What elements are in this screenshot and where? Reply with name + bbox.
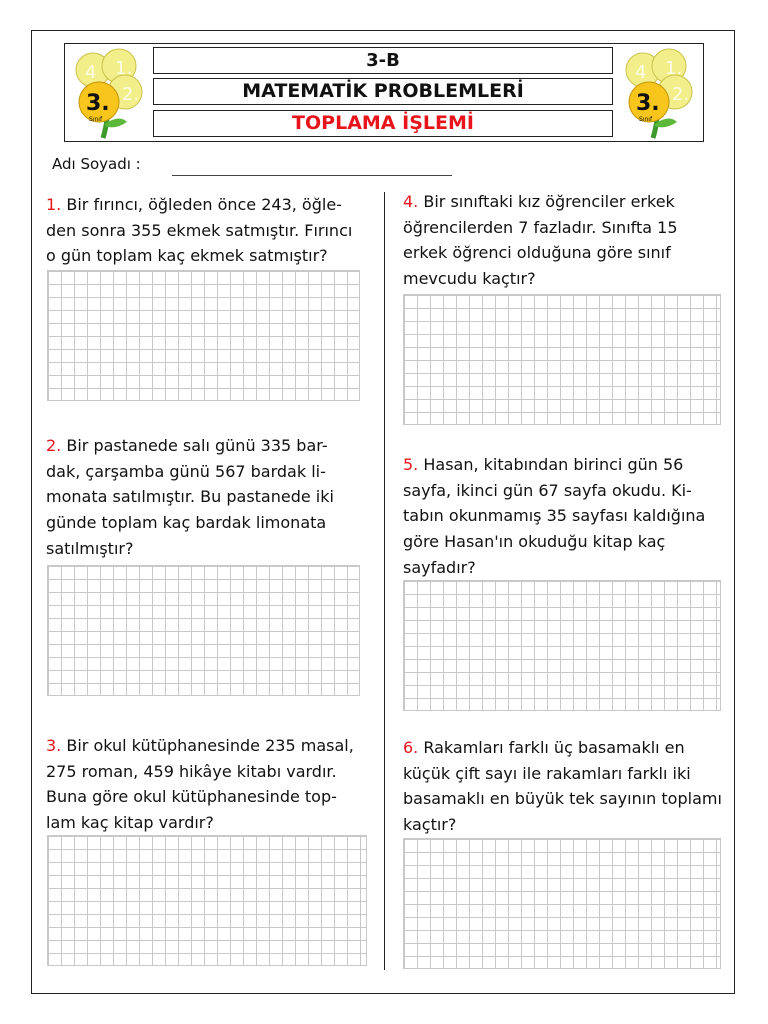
answer-grid-6[interactable] bbox=[403, 838, 721, 969]
problem-line: 275 roman, 459 hikâye kitabı vardır. bbox=[46, 761, 337, 781]
logo-small-left: Sınıf bbox=[89, 116, 103, 123]
problem-line: den sonra 355 ekmek satmıştır. Fırıncı bbox=[46, 220, 353, 240]
svg-text:4: 4 bbox=[635, 62, 647, 83]
problem-line: Buna göre okul kütüphanesinde top- bbox=[46, 787, 337, 807]
problem-number: 5. bbox=[403, 455, 419, 474]
problem-line: küçük çift sayı ile rakamları farklı iki bbox=[403, 763, 691, 783]
svg-text:2.: 2. bbox=[122, 84, 140, 105]
problem-1 bbox=[46, 192, 366, 269]
problem-line: sayfa, ikinci gün 67 sayfa okudu. Ki- bbox=[403, 480, 692, 500]
answer-grid-4[interactable] bbox=[403, 294, 721, 425]
problem-line: erkek öğrenci olduğuna göre sınıf bbox=[403, 243, 671, 263]
logo-grade-left: 3. bbox=[86, 91, 110, 116]
problem-line: Hasan, kitabından birinci gün 56 bbox=[423, 455, 684, 474]
problem-line: lam kaç kitap vardır? bbox=[46, 813, 214, 833]
worksheet-header bbox=[64, 43, 704, 142]
problem-line: göre Hasan'ın okuduğu kitap kaç bbox=[403, 532, 666, 552]
problem-line: Bir fırıncı, öğleden önce 243, öğle- bbox=[66, 195, 342, 214]
problem-line: mevcudu kaçtır? bbox=[403, 269, 536, 289]
answer-grid-5[interactable] bbox=[403, 580, 721, 711]
problem-line: dak, çarşamba günü 567 bardak li- bbox=[46, 461, 326, 481]
problem-line: basamaklı en büyük tek sayının toplamı bbox=[403, 789, 722, 809]
problem-line: Bir pastanede salı günü 335 bar- bbox=[66, 436, 328, 455]
problem-3 bbox=[46, 733, 366, 836]
logo-grade-right: 3. bbox=[636, 91, 660, 116]
clover-logo-right bbox=[617, 44, 701, 140]
problem-line: monata satılmıştır. Bu pastanede iki bbox=[46, 487, 334, 507]
page-subtitle: TOPLAMA İŞLEMİ bbox=[153, 110, 613, 137]
problem-number: 4. bbox=[403, 192, 419, 211]
problem-line: Bir sınıftaki kız öğrenciler erkek bbox=[423, 192, 675, 211]
problem-number: 3. bbox=[46, 736, 62, 755]
problem-line: öğrencilerden 7 fazladır. Sınıfta 15 bbox=[403, 217, 678, 237]
answer-grid-2[interactable] bbox=[47, 565, 360, 696]
answer-grid-3[interactable] bbox=[47, 835, 367, 966]
problem-line: o gün toplam kaç ekmek satmıştır? bbox=[46, 246, 328, 266]
student-name-label: Adı Soyadı : bbox=[52, 155, 141, 173]
svg-text:1.: 1. bbox=[115, 58, 133, 79]
student-name-line[interactable] bbox=[172, 175, 452, 176]
problem-number: 6. bbox=[403, 738, 419, 757]
clover-logo-left bbox=[67, 44, 151, 140]
problem-number: 1. bbox=[46, 195, 62, 214]
problem-line: satılmıştır? bbox=[46, 538, 134, 558]
problem-line: günde toplam kaç bardak limonata bbox=[46, 513, 327, 533]
problem-line: tabın okunmamış 35 sayfası kaldığına bbox=[403, 506, 706, 526]
problem-6 bbox=[403, 735, 723, 838]
problem-4 bbox=[403, 189, 723, 292]
problem-5 bbox=[403, 452, 723, 581]
answer-grid-1[interactable] bbox=[47, 270, 360, 401]
problem-2 bbox=[46, 433, 366, 562]
svg-text:4: 4 bbox=[85, 62, 97, 83]
column-divider bbox=[384, 192, 385, 970]
grade-label: 3-B bbox=[153, 47, 613, 74]
problem-line: kaçtır? bbox=[403, 815, 457, 835]
svg-text:2.: 2. bbox=[672, 84, 690, 105]
problem-line: Bir okul kütüphanesinde 235 masal, bbox=[66, 736, 354, 755]
svg-text:1.: 1. bbox=[665, 58, 683, 79]
logo-small-right: Sınıf bbox=[639, 116, 653, 123]
problem-line: Rakamları farklı üç basamaklı en bbox=[423, 738, 685, 757]
problem-line: sayfadır? bbox=[403, 557, 476, 577]
problem-number: 2. bbox=[46, 436, 62, 455]
page-title: MATEMATİK PROBLEMLERİ bbox=[153, 78, 613, 105]
